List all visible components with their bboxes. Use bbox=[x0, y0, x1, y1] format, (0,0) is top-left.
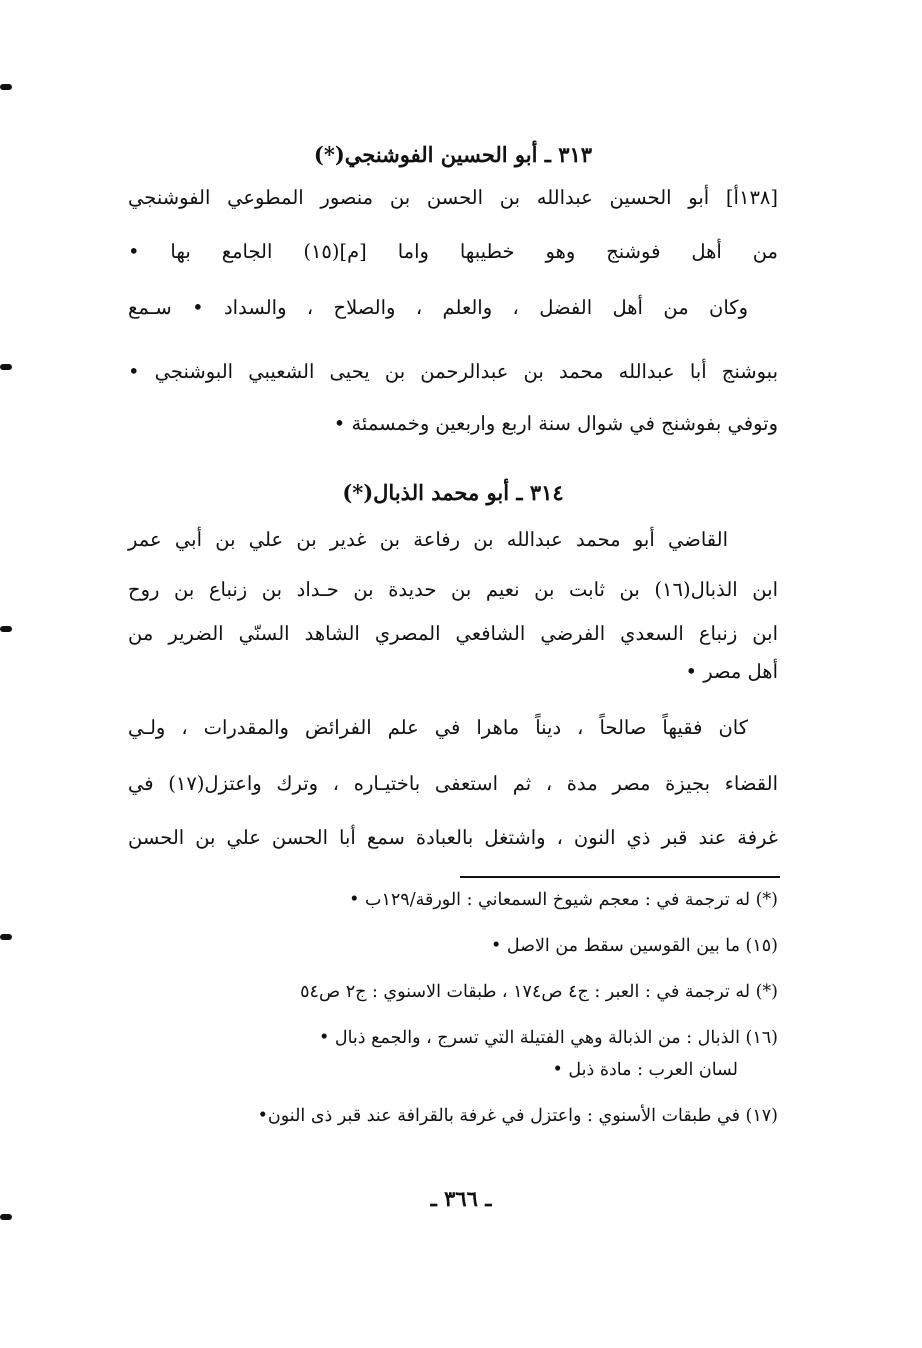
page-number: ـ ٣٦٦ ـ bbox=[430, 1186, 492, 1211]
entry-313-line-3: وكان من أهل الفضل ، والعلم ، والصلاح ، والسداد • سـمع bbox=[128, 296, 748, 319]
footnote-separator bbox=[460, 876, 780, 878]
footnote-17: (١٧) في طبقات الأسنوي : واعتزل في غرفة بالقرافة عند قبر ذى النون• bbox=[257, 1106, 778, 1126]
scan-mark bbox=[0, 364, 12, 370]
scan-mark bbox=[0, 934, 12, 940]
scan-mark bbox=[0, 626, 12, 632]
entry-314-line-5: كان فقيهاً صالحاً ، ديناً ماهرا في علم الفرائض والمقدرات ، ولـي bbox=[128, 716, 748, 739]
scan-mark bbox=[0, 84, 12, 90]
entry-314-line-1: القاضي أبو محمد عبدالله بن رفاعة بن غدير بن علي بن أبي عمر bbox=[128, 528, 728, 551]
entry-313-line-5: وتوفي بفوشنج في شوال سنة اربع واربعين وخمسمئة • bbox=[333, 412, 778, 435]
entry-313-line-2: من أهل فوشنج وهو خطيبها واما [م](١٥) الجامع بها • bbox=[128, 240, 778, 263]
entry-313-heading: ٣١٣ ـ أبو الحسين الفوشنجي(*) bbox=[313, 142, 593, 167]
entry-314-line-2: ابن الذبال(١٦) بن ثابت بن نعيم بن حديدة بن حـداد بن زنباع بن روح bbox=[128, 578, 778, 601]
entry-314-line-7: غرفة عند قبر ذي النون ، واشتغل بالعبادة سمع أبا الحسن علي بن الحسن bbox=[128, 826, 778, 849]
entry-314-line-6: القضاء بجيزة مصر مدة ، ثم استعفى باختيـاره ، وترك واعتزل(١٧) في bbox=[128, 772, 778, 795]
footnote-314-star: (*) له ترجمة في : العبر : ج٤ ص١٧٤ ، طبقات الاسنوي : ج٢ ص٥٤ bbox=[300, 982, 778, 1002]
footnote-15: (١٥) ما بين القوسين سقط من الاصل • bbox=[490, 936, 778, 956]
entry-314-line-3: ابن زنباع السعدي الفرضي الشافعي المصري الشاهد السنّي الضرير من bbox=[128, 622, 778, 645]
footnote-16: (١٦) الذبال : من الذبالة وهي الفتيلة التي تسرج ، والجمع ذبال • bbox=[318, 1028, 778, 1048]
footnote-313-star: (*) له ترجمة في : معجم شيوخ السمعاني : الورقة/١٢٩ب • bbox=[349, 890, 778, 910]
entry-313-line-1: [١٣٨أ] أبو الحسين عبدالله بن الحسن بن منصور المطوعي الفوشنجي bbox=[128, 186, 778, 209]
footnote-16-continuation: لسان العرب : مادة ذبل • bbox=[552, 1060, 738, 1080]
scan-mark bbox=[0, 1214, 12, 1220]
entry-314-heading: ٣١٤ ـ أبو محمد الذبال(*) bbox=[342, 480, 564, 505]
entry-313-line-4: ببوشنج أبا عبدالله محمد بن عبدالرحمن بن يحيى الشعيبي البوشنجي • bbox=[128, 360, 778, 383]
entry-314-line-4: أهل مصر • bbox=[685, 660, 778, 683]
